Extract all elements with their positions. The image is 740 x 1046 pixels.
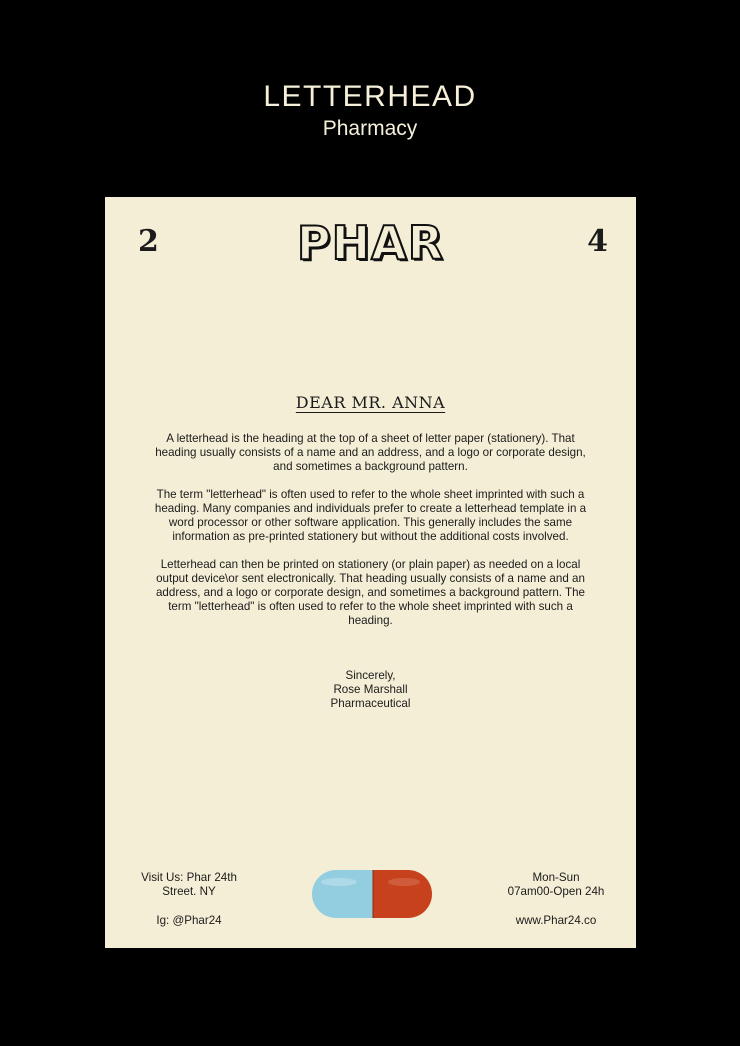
letter-body — [145, 432, 596, 642]
letter-closing — [105, 669, 636, 711]
salutation-text: DEAR MR. ANNA — [295, 393, 446, 412]
capsule-icon — [309, 867, 435, 921]
address-line: Visit Us: Phar 24th — [141, 871, 237, 884]
page-title: LETTERHEAD — [263, 80, 477, 113]
capsule-right-half — [373, 867, 435, 921]
instagram-handle: Ig: @Phar24 — [156, 914, 222, 927]
paragraph: A letterhead is the heading at the top of a sheet of letter paper (stationery). That heading usually consists of a name and an address, and a logo or corporate design, and sometimes a background pattern. — [155, 432, 586, 473]
footer-address — [127, 871, 251, 928]
valediction: Sincerely, — [345, 669, 396, 682]
paragraph: Letterhead can then be printed on stationery (or plain paper) as needed on a local output device\or sent electronically. That heading usually consists of a name and an address, and a logo or corporate design, and sometimes a background pattern. The term "letterhead" is often used to refer to the whole sheet imprinted with such a heading. — [155, 558, 586, 627]
number-right: 4 — [587, 224, 608, 259]
paragraph: The term "letterhead" is often used to refer to the whole sheet imprinted with such a heading. Many companies and individuals prefer to create a letterhead template in a word processor or other software application. This generally includes the same information as pre-printed stationery but without the additional costs involved. — [154, 488, 587, 543]
address-line: Street. NY — [162, 885, 216, 898]
salutation — [105, 393, 636, 413]
page-subtitle: Pharmacy — [322, 117, 418, 140]
signer-name: Rose Marshall — [333, 683, 408, 696]
capsule-left-half — [309, 867, 373, 921]
website-link[interactable]: www.Phar24.co — [515, 914, 597, 927]
signer-role: Pharmaceutical — [330, 697, 411, 710]
opening-days: Mon-Sun — [532, 871, 580, 884]
opening-hours: 07am00-Open 24h — [507, 885, 605, 898]
brand-logo: PHAR — [296, 216, 445, 270]
number-left: 2 — [138, 224, 159, 259]
footer-hours — [496, 871, 616, 928]
letterhead-sheet — [105, 197, 636, 948]
